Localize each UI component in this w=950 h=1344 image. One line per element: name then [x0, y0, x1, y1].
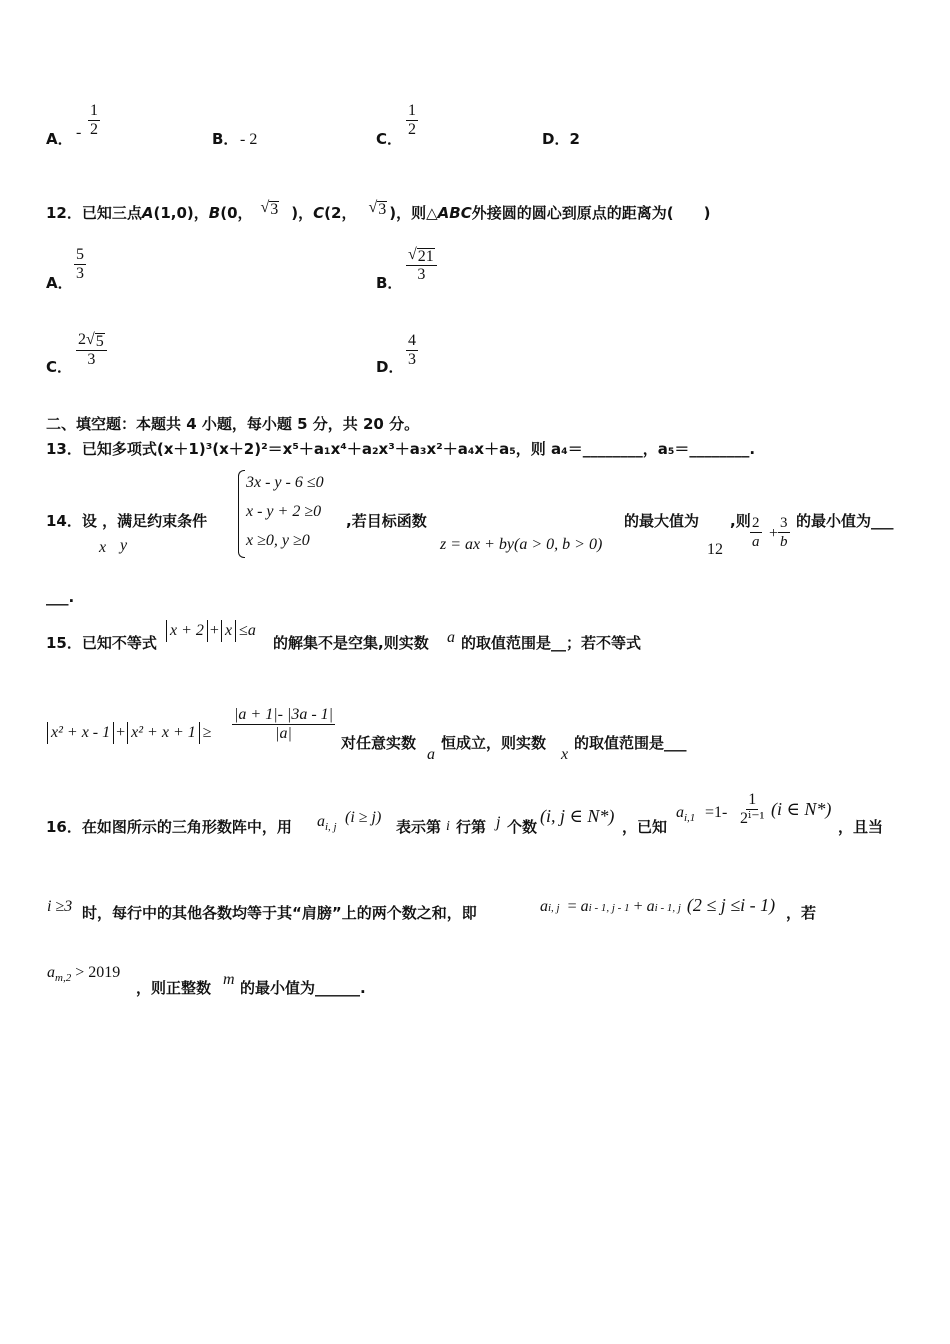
- section-heading: 二、填空题：本题共 4 小题，每小题 5 分，共 20 分。: [46, 415, 420, 433]
- q12-sqrt3-b-radicand: 3: [270, 201, 279, 218]
- q15-rel-1: ≤a: [239, 622, 256, 639]
- q15-abs-1: x + 2: [170, 622, 204, 639]
- q14-brace: [238, 470, 245, 558]
- q16-line3-mid: ，则正整数: [136, 979, 212, 997]
- q15-fraction: [232, 706, 335, 743]
- q11-option-a-sign: -: [76, 124, 82, 141]
- q12-b-numerator: √ 21: [406, 246, 437, 266]
- q16-fraction-numerator: 1: [748, 791, 757, 808]
- q15-mid2: 的取值范围是__；若不等式: [461, 634, 642, 652]
- q16-cond2: (i, j ∈ N*): [540, 806, 615, 826]
- q11-a-numerator: 1: [90, 102, 98, 119]
- q16-aij: $a_{i, j}$: [317, 813, 337, 834]
- q16-am2: $a_{m,2} > 2019$: [47, 964, 121, 985]
- q16-fraction: [738, 791, 766, 828]
- q16-line3-tail: 的最小值为______.: [240, 979, 366, 997]
- q12-b-open: (0，: [220, 204, 253, 222]
- q12-sqrt3-c-radicand: 3: [378, 201, 387, 218]
- q16-ai1: $a_{i,1}$: [676, 804, 696, 825]
- q16-mid1: 表示第: [396, 818, 442, 836]
- q12-option-d-fraction: [406, 332, 418, 369]
- q12-c-denominator: 3: [87, 351, 96, 368]
- q16-cond3: (i ∈ N*): [771, 799, 832, 819]
- q16-mid3: 个数: [507, 818, 538, 836]
- q12-c-close: )，则△: [389, 204, 438, 222]
- q12-c-open: (2，: [324, 204, 357, 222]
- q16-ineq: > 2019: [75, 964, 121, 981]
- q16-line2-cond: i ≥3: [47, 898, 73, 915]
- q16-rec-t2-sub: i - 1, j: [654, 902, 681, 914]
- q14-lead: 14．设 ，满足约束条件: [46, 512, 208, 530]
- q15-lead: 15．已知不等式: [46, 634, 157, 652]
- q14-max-value: 12: [707, 541, 723, 558]
- q12-option-b-fraction: [406, 246, 437, 284]
- q11-option-a-label: A．: [46, 130, 73, 148]
- q16-line2-tail: ，若: [786, 904, 817, 922]
- q14-blank-end: ___.: [46, 588, 75, 606]
- q15-var-x: x: [561, 746, 569, 763]
- q14-f2-denominator: b: [780, 534, 788, 550]
- q14-plus: +: [769, 525, 779, 542]
- q11-option-c-fraction: [406, 102, 418, 139]
- q16-ai1-sub: i,1: [684, 812, 696, 825]
- q14-objective: z = ax + by(a > 0, b > 0): [440, 536, 603, 553]
- q12-point-a: A: [141, 204, 154, 222]
- q16-aij-sub: i, j: [325, 821, 337, 834]
- q12-c-coef: 2: [78, 331, 86, 348]
- q12-a-numerator: 5: [76, 246, 84, 263]
- q14-f1-denominator: a: [752, 534, 760, 550]
- q12-point-b: B: [208, 204, 221, 222]
- q12-sqrt3-b: √ 3: [260, 199, 279, 218]
- q14-var-y: y: [120, 537, 128, 554]
- q13-text: 13．已知多项式(x＋1)³(x＋2)²＝x⁵＋a₁x⁴＋a₂x³＋a₃x²＋a₄x＋a₅，则 a₄＝________，a₅＝________.: [46, 440, 756, 458]
- q15-var-a: a: [447, 629, 455, 646]
- q15-var-a-2: a: [427, 746, 435, 763]
- q15-abs-2: x: [224, 622, 233, 639]
- q11-a-denominator: 2: [90, 121, 98, 138]
- q12-tail: 外接圆的圆心到原点的距离为( ): [471, 204, 711, 222]
- q14-var-x: x: [99, 539, 107, 556]
- q16-rec-t1-sub: i - 1, j - 1: [588, 902, 630, 914]
- q15-fraction-numerator: |a + 1|- |3a - 1|: [234, 706, 334, 723]
- q12-option-d-label: D．: [376, 358, 404, 376]
- q14-mid: ,若目标函数: [346, 512, 427, 530]
- q16-cond1: (i ≥ j): [345, 809, 382, 826]
- q16-rec-lhs-sub: i, j: [548, 902, 560, 914]
- q14-max-text: 的最大值为: [624, 512, 700, 530]
- q15-inequality-1: x + 2 + x ≤a: [166, 620, 256, 642]
- q14-fraction-3-b: [778, 514, 790, 551]
- q12-part1: 12．已知三点: [46, 204, 142, 222]
- q12-sqrt3-c: √ 3: [368, 199, 387, 218]
- q12-a-coords: (1,0)，: [153, 204, 209, 222]
- q12-option-c-fraction: [76, 331, 107, 369]
- q11-option-a-fraction: [88, 102, 100, 139]
- q16-line2-mid: 时，每行中的其他各数均等于其“肩膀”上的两个数之和，即: [82, 904, 477, 922]
- q11-option-b-value: - 2: [240, 131, 258, 148]
- q15-tail: 的取值范围是___: [574, 734, 687, 752]
- q15-mid4: 恒成立，则实数: [441, 734, 547, 752]
- q15-abs-3: x² + x - 1: [51, 724, 111, 741]
- q11-option-c-label: C．: [376, 130, 403, 148]
- q12-stem: [46, 199, 710, 223]
- q14-then: ,则: [730, 512, 751, 530]
- q15-mid3: 对任意实数: [341, 734, 417, 752]
- q12-option-a-fraction: [74, 246, 86, 283]
- q16-recurrence: a i, j = a i - 1, j - 1 + a i - 1, j (2 ≤ j ≤i - 1): [540, 895, 776, 915]
- q12-b-close: )，: [291, 204, 314, 222]
- q14-constraint-2: x - y + 2 ≥0: [246, 503, 322, 520]
- q14-min-text: 的最小值为___: [796, 512, 894, 530]
- q12-b-radicand: 21: [417, 248, 434, 265]
- q16-var-i: i: [446, 819, 450, 834]
- q12-b-denominator: 3: [417, 266, 426, 283]
- q16-eq1: =1-: [705, 804, 728, 821]
- q12-d-numerator: 4: [408, 332, 416, 349]
- q16-var-m: m: [223, 971, 235, 988]
- q16-mid2: 行第: [456, 818, 487, 836]
- q11-option-d: D．2: [542, 130, 580, 148]
- q11-option-b-label: B．: [212, 130, 239, 148]
- q12-c-numerator: 2 √ 5: [76, 331, 107, 351]
- q12-point-c: C: [313, 204, 325, 222]
- q14-f2-numerator: 3: [780, 515, 788, 531]
- q14-fraction-2-a: [750, 514, 762, 551]
- q15-inequality-2: x² + x - 1 + x² + x + 1 ≥: [47, 722, 215, 744]
- q11-c-denominator: 2: [408, 121, 416, 138]
- q16-var-j: j: [496, 814, 501, 831]
- q12-option-c-label: C．: [46, 358, 73, 376]
- q12-c-radicand: 5: [95, 333, 104, 350]
- q11-c-numerator: 1: [408, 102, 416, 119]
- q12-option-a-label: A．: [46, 274, 73, 292]
- q14-constraint-3: x ≥0, y ≥0: [246, 532, 310, 549]
- q12-a-denominator: 3: [76, 265, 84, 282]
- q12-option-b-label: B．: [376, 274, 403, 292]
- q12-d-denominator: 3: [408, 351, 416, 368]
- q15-abs-4: x² + x + 1: [131, 724, 196, 741]
- q15-rel-2: ≥: [202, 724, 212, 741]
- q12-triangle-abc: ABC: [437, 204, 472, 222]
- q14-f1-numerator: 2: [752, 515, 760, 531]
- q16-fraction-denominator: 2ⁱ⁻¹: [740, 810, 765, 827]
- q15-fraction-denominator: |a|: [275, 725, 292, 742]
- q16-rec-cond: (2 ≤ j ≤i - 1): [686, 895, 776, 915]
- q16-tail1: ，且当: [838, 818, 884, 836]
- q16-am2-sub: m,2: [55, 972, 72, 985]
- q16-lead: 16．在如图所示的三角形数阵中，用: [46, 818, 292, 836]
- q16-mid4: ，已知: [622, 818, 668, 836]
- q14-constraint-1: 3x - y - 6 ≤0: [246, 474, 324, 491]
- q15-mid1: 的解集不是空集,则实数: [273, 634, 429, 652]
